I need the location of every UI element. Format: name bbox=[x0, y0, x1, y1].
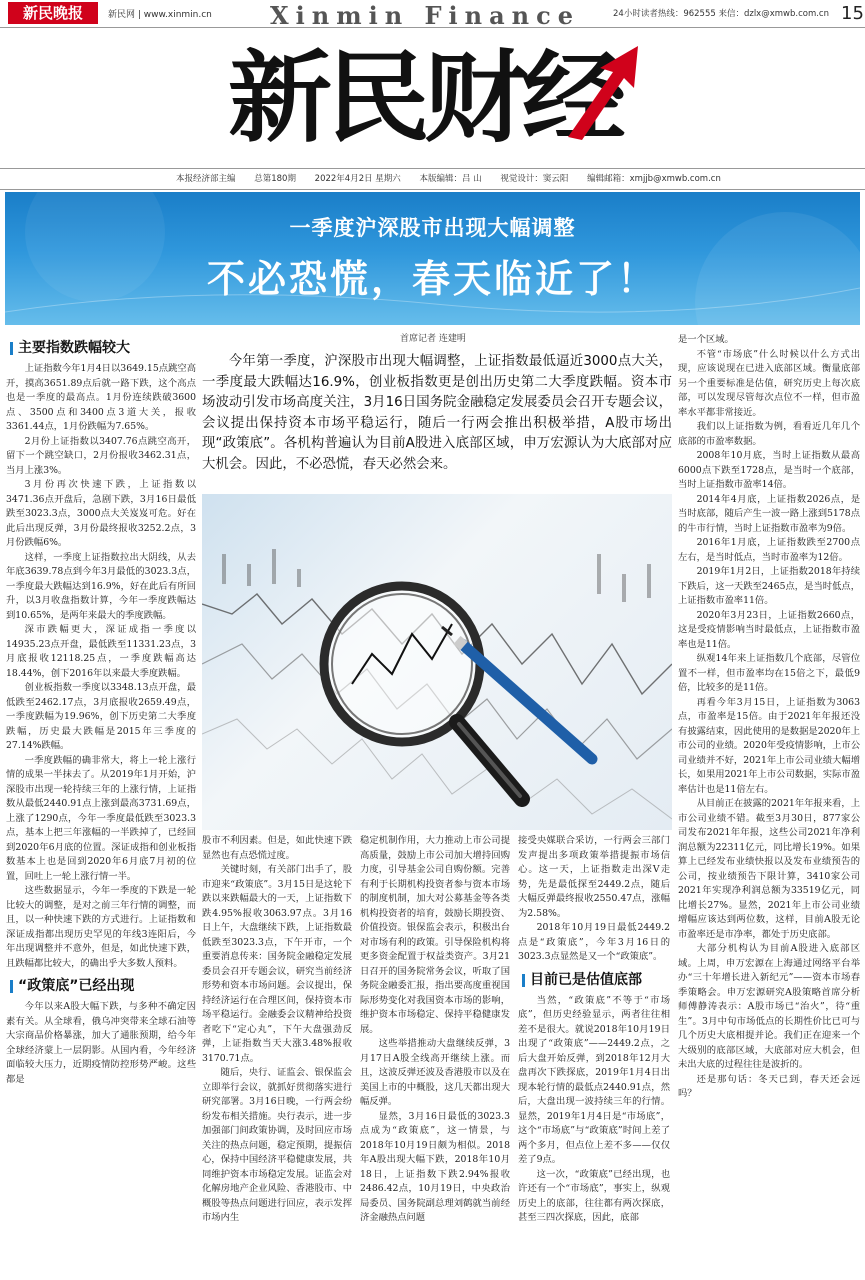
website-label: 新民网 | www.xinmin.cn bbox=[108, 10, 212, 20]
masthead bbox=[0, 0, 865, 28]
paragraph: 2019年1月2日，上证指数2018年持续下跌后，这一天跌至2465点，是当时低点，上证指数市盈率11倍。 bbox=[678, 566, 860, 606]
paragraph: 大部分机构认为目前A股进入底部区域。上周，申万宏源在上海通过网络平台举办“三十年增长进入新纪元”——资本市场春季策略会。申万宏源研究A股策略首席分析师傅静涛表示：A股市场已“治火”，待“重生”。3月中旬市场低点的长期性价比已可与几个历史大底相提并论。我们正在迎来一个大级别的底部区域，大底部对应大机会，但未出大底的过程往往是波折的。 bbox=[678, 943, 860, 1070]
issue-date: 2022年4月2日 星期六 bbox=[314, 174, 401, 184]
page-number: 15 bbox=[841, 3, 864, 24]
stock-chart-photo bbox=[202, 494, 672, 830]
issue-number: 总第180期 bbox=[254, 174, 296, 184]
article-column-5 bbox=[678, 333, 860, 1278]
paragraph: 显然，3月16日最低的3023.3点成为“政策底”，这一情景，与2018年10月19日颇为相似。2018年A股出现大幅下跌，2018年10月18日，上证指数下跌2.94%报收2486.42点，10月19日，中央政治局委员、国务院副总理刘鹤就当前经济金融热点问题 bbox=[360, 1110, 510, 1223]
headline-banner bbox=[5, 192, 860, 325]
paragraph: 上证指数今年1月4日以3649.15点跳空高开，摸高3651.89点后就一路下跌，这个高点也是一季度的最高点。1月份连续跌破3600点、3500点和3400点3道大关，报收3361.44点，1月份跌幅为7.65%。 bbox=[6, 363, 196, 432]
editor-in-charge: 本版编辑：吕 山 bbox=[419, 174, 482, 184]
paragraph: 从目前正在披露的2021年年报来看，上市公司业绩不错。截至3月30日，877家公司发布2021年年报，这些公司2021年净利润总额为22311亿元，同比增长19%。如果算上已经发布业绩快报以及发布业绩预告的公司，按业绩预告下限计算，3410家公司2021年实现净利润总额为33519亿元，同比增长27%。显然，2021年上市公司业绩增幅应该达到两位数，这样，目前A股无论市盈率还是市净率，都处于历史底部。 bbox=[678, 798, 860, 940]
paragraph: 一季度跌幅的确非常大，将上一轮上涨行情的成果一半抹去了。从2019年1月开始，沪深股市出现一轮持续三年的上涨行情，上证指数从最低2440.91点上涨到最高3731.69点，上涨了1290点，今年一季度最低跌至3023.3点，基本上把三年涨幅的一半跌掉了，已经回到2020年6月底的位置。深证成指和创业板指数基本上也是回到2020年6月底7月初的位置，回吐上一轮上涨行情一半。 bbox=[6, 754, 196, 882]
hotline-info: 24小时读者热线：962555 来信：dzlx@xmwb.com.cn bbox=[613, 9, 829, 19]
article-column-4 bbox=[518, 834, 670, 1278]
newspaper-logo: 新民晚报 bbox=[8, 2, 98, 24]
article-column-3 bbox=[360, 834, 510, 1278]
paragraph: 纵观14年来上证指数几个底部，尽管位置不一样，但市盈率均在15倍之下，最低9倍，比较多的是11倍。 bbox=[678, 653, 860, 693]
paragraph: 不管“市场底”什么时候以什么方式出现，应该说现在已进入底部区域。衡量底部另一个重要标准是估值，研究历史上每次底部，可以发现尽管每次点位不一样，但市盈率水平都非常接近。 bbox=[678, 348, 860, 418]
headline-subtitle: 一季度沪深股市出现大幅调整 bbox=[289, 216, 576, 240]
paragraph: 还是那句话：冬天已到，春天还会远吗？ bbox=[678, 1073, 860, 1099]
paragraph: 2008年10月底，当时上证指数从最高6000点下跌至1728点，是当时一个底部，当时上证指数市盈率14倍。 bbox=[678, 450, 860, 490]
article-column-2 bbox=[202, 834, 352, 1278]
paragraph: 稳定机制作用，大力推动上市公司提高质量，鼓励上市公司加大增持回购力度，引导基金公司自购份额。完善有利于长期机构投资者参与资本市场的制度机制，加大对公募基金等各类机构投资者的培育，鼓励长期投资、价值投资。银保监会表示，积极出台对市场有利的政策。引导保险机构将更多资金配置于权益类资产。3月21日召开的国务院常务会议，听取了国务院金融委汇报，指出要高度重视国际形势变化对我国资本市场的影响，维护资本市场稳定、保持平稳健康发展。 bbox=[360, 835, 510, 1035]
paragraph: 2016年1月底，上证指数跌至2700点左右，是当时低点，当时市盈率为12倍。 bbox=[678, 537, 860, 563]
paragraph: 这一次，“政策底”已经出现，也许还有一个“市场底”，事实上，纵观历史上的底部，往往都有两次探底，甚至三四次探底，因此，底部 bbox=[518, 1168, 670, 1223]
headline-main: 不必恐慌，春天临近了！ bbox=[206, 257, 658, 301]
paragraph: 2014年4月底，上证指数2026点，是当时底部，随后产生一波一路上涨到5178点的牛市行情，当时上证指数市盈率为9倍。 bbox=[678, 493, 860, 534]
byline: 首席记者 连建明 bbox=[400, 334, 466, 344]
paragraph: 创业板指数一季度以3348.13点开盘，最低跌至2462.17点，3月底报收2659.49点，一季度跌幅为19.96%，创下历史第二大季度跌幅，历史最大跌幅是2015年三季度的27.14%跌幅。 bbox=[6, 682, 196, 751]
paragraph: 随后，央行、证监会、银保监会立即举行会议，就抓好贯彻落实进行研究部署。3月16日晚，一行两会纷纷发布相关措施。央行表示，进一步加强部门间政策协调，及时回应市场关注的热点问题，稳定预期，提振信心，保持中国经济平稳健康发展，共同维护资本市场稳定发展。证监会对化解房地产企业风险、香港股市、中概股等热点问题进行回应，表示发挥市场内生 bbox=[202, 1067, 352, 1223]
red-arrow-icon bbox=[558, 42, 648, 142]
paragraph: 关键时刻，有关部门出手了，股市迎来“政策底”。3月15日是这轮下跌以来跌幅最大的一天，上证指数下跌4.95%报收3063.97点。3月16日上午，大盘继续下跌，上证指数最低跌至3023.3点，下午开市，一个重要消息传来：国务院金融稳定发展委员会召开专题会议，研究当前经济形势和资本市场问题。会议提出，保持经济运行在合理区间，保持资本市场平稳运行。金融委会议精神给投资者吃下“定心丸”，下午大盘强劲反弹，上证指数当天大涨3.48%报收3170.71点。 bbox=[202, 864, 352, 1064]
subheading-valuation-bottom: 目前已是估值底部 bbox=[522, 969, 670, 991]
article-column-1 bbox=[6, 333, 196, 1278]
subheading-policy-bottom: “政策底”已经出现 bbox=[10, 975, 196, 997]
subheading-index-decline: 主要指数跌幅较大 bbox=[10, 337, 196, 359]
section-brand bbox=[228, 42, 648, 154]
paragraph: 2018年10月19日最低2449.2点是“政策底”，今年3月16日的3023.3点显然是又一个“政策底”。 bbox=[518, 922, 670, 962]
paragraph: 这样，一季度上证指数拉出大阴线，从去年底3639.78点到今年3月最低的3023.3点，一季度最大跌幅达到16.9%，好在此后有所回升，以3月收盘指数计算，今年一季度跌幅达到10.65%，是两年来最大的季度跌幅。 bbox=[6, 551, 196, 621]
designer: 视觉设计：窦云阳 bbox=[500, 174, 569, 184]
paragraph: 这些数据显示，今年一季度的下跌是一轮比较大的调整，是对之前三年行情的调整，而且，以一种快速下跌的方式进行。上证指数和深证成指都出现历史罕见的年线3连阳后，今年出现调整并不意外，但是，如此快速下跌，且跌幅都比较大，的确出乎大多数人预料。 bbox=[6, 885, 196, 969]
paragraph: 3月份再次快速下跌，上证指数以3471.36点开盘后，急剧下跌，3月16日最低跌至3023.3点，3000点大关岌岌可危。好在此后出现反弹，3月份最终报收3252.2点，3月份跌幅6%。 bbox=[6, 479, 196, 548]
paragraph: 这些举措推动大盘继续反弹，3月17日A股全线高开继续上涨。而且，这波反弹还波及香港股市以及在美国上市的中概股，这几天都出现大幅反弹。 bbox=[360, 1038, 510, 1107]
paragraph: 股市不利因素。但是，如此快速下跌显然也有点恐慌过度。 bbox=[202, 835, 352, 861]
lead-paragraph: 今年第一季度，沪深股市出现大幅调整，上证指数最低逼近3000点大关，一季度最大跌幅达16.9%，创业板指数更是创出历史第二大季度跌幅。资本市场波动引发市场高度关注，3月16日国务院金融稳定发展委员会召开专题会议，会议提出保持资本市场平稳运行，随后一行两会推出积极举措，A股市场出现“政策底”。各机构普遍认为目前A股进入底部区域，申万宏源认为大底部对应大机会。因此，不必恐慌，春天必然会来。 bbox=[202, 354, 672, 472]
paragraph: 深市跌幅更大，深证成指一季度以14935.23点开盘，最低跌至11331.23点，3月底报收12118.25点，一季度跌幅高达18.44%，创下2016年以来最大季度跌幅。 bbox=[6, 624, 196, 679]
paragraph: 我们以上证指数为例，看看近几年几个底部的市盈率数据。 bbox=[678, 421, 860, 447]
editor-email: 编辑邮箱：xmjjb@xmwb.com.cn bbox=[587, 174, 721, 184]
editor-label: 本报经济部主编 bbox=[176, 174, 236, 184]
paragraph: 接受央媒联合采访，一行两会三部门发声提出多项政策举措提振市场信心。这一天，上证指数走出深V走势，先是最低探至2449.2点，随后大幅反弹最终报收2550.47点，涨幅为2.58%。 bbox=[518, 835, 670, 919]
paragraph: 再看今年3月15日，上证指数为3063点，市盈率是15倍。由于2021年年报还没有披露结束，因此使用的是数据是2020年上市公司的业绩。2020年受疫情影响，上市公司业绩并不好，2021年上市公司业绩大幅增长，如果用2021年上市公司数据，实际市盈率估计也是11倍左右。 bbox=[678, 696, 860, 795]
issue-info-bar bbox=[0, 168, 865, 190]
section-brand-title: 新民财经 bbox=[228, 40, 621, 156]
magnifier-over-chart-illustration bbox=[202, 494, 672, 830]
paragraph: 2月份上证指数以3407.76点跳空高开，留下一个跳空缺口，2月份报收3462.31点，当月上涨3%。 bbox=[6, 435, 196, 476]
paragraph: 当然，“政策底”不等于“市场底”，但历史经验显示，两者往往相差不是很大。就说2018年10月19日出现了“政策底”——2449.2点，之后大盘开始反弹，到2018年12月大盘再次下跌探底，2019年1月4日出现本轮行情的最低点2440.91点，然后，大盘出现一波持续三年的行情。显然，2019年1月4日是“市场底”，这个“市场底”与“政策底”时间上差了两个多月，但点位上差不多——仅仅差了9点。 bbox=[518, 994, 670, 1165]
paragraph: 是一个区域。 bbox=[678, 334, 734, 345]
section-title-en: Xinmin Finance bbox=[270, 1, 580, 30]
paragraph: 2020年3月23日，上证指数2660点，这是受疫情影响当时最低点，上证指数市盈率也是11倍。 bbox=[678, 609, 860, 650]
paragraph: 今年以来A股大幅下跌，与多种不确定因素有关。从全球看，俄乌冲突带来全球石油等大宗商品价格暴涨，加大了通胀预期，给今年全球经济蒙上一层阴影。从国内看，今年经济面临较大压力，近期疫情防控形势严峻。这些都是 bbox=[6, 1001, 196, 1085]
